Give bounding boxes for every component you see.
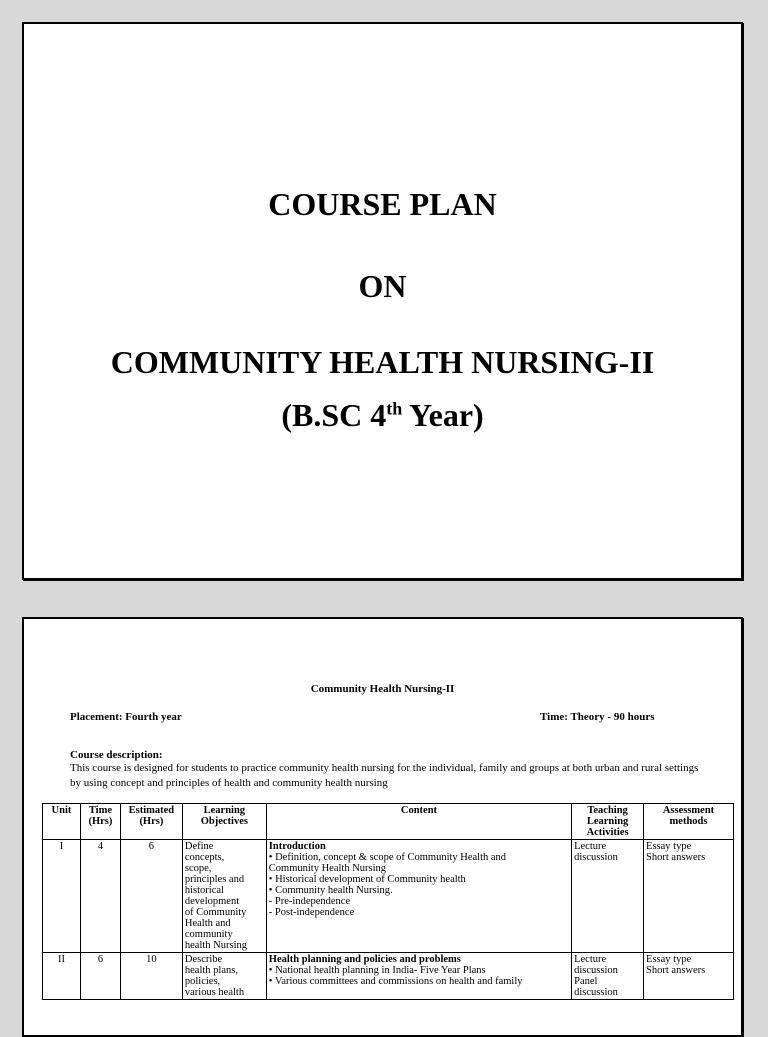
content-line: • Community health Nursing.: [268, 885, 393, 896]
estimated-cell: 6: [120, 840, 182, 953]
objective-line: Describe: [184, 954, 223, 965]
unit-cell: II: [43, 953, 81, 1000]
activities-cell: [572, 953, 644, 1000]
content-line: • National health planning in India- Five Year Plans: [268, 965, 486, 976]
objective-line: Define: [184, 841, 214, 852]
header-activities: Teaching Learning Activities: [572, 804, 644, 840]
placement-label: Placement: Fourth year: [70, 711, 182, 723]
objective-line: health plans,: [184, 965, 238, 976]
table-row: [43, 840, 734, 953]
content-line: • Various committees and commissions on health and family: [268, 976, 523, 987]
time-label: Time: Theory - 90 hours: [540, 711, 655, 723]
objectives-cell: [182, 953, 266, 1000]
assessment-line: Essay type: [646, 954, 692, 965]
assessment-line: Short answers: [646, 965, 706, 976]
objective-line: principles and: [184, 874, 245, 885]
unit-cell: I: [43, 840, 81, 953]
time-cell: 4: [80, 840, 120, 953]
objective-line: community: [184, 929, 233, 940]
assessment-cell: [644, 840, 734, 953]
objective-line: various health: [184, 987, 245, 998]
header-objectives: Learning Objectives: [182, 804, 266, 840]
cover-page: [22, 22, 743, 580]
course-plan-page: [22, 617, 743, 1037]
content-line: • Historical development of Community health: [268, 874, 466, 885]
content-line: Community Health Nursing: [268, 863, 387, 874]
cover-year-sup: th: [386, 398, 403, 419]
activity-line: discussion: [574, 987, 618, 998]
content-line: - Post-independence: [268, 907, 355, 918]
cover-title: COURSE PLAN: [268, 186, 497, 222]
cover-year-pre: (B.SC 4: [281, 397, 387, 433]
assessment-line: Short answers: [646, 852, 706, 863]
course-title: Community Health Nursing-II: [310, 683, 455, 695]
header-time: Time (Hrs): [80, 804, 120, 840]
course-plan-table: [42, 803, 734, 1000]
cover-on: ON: [358, 268, 407, 304]
objectives-cell: [182, 840, 266, 953]
activity-line: Lecture: [574, 841, 607, 852]
table-header-row: [43, 804, 734, 840]
objective-line: policies,: [184, 976, 221, 987]
header-estimated: Estimated (Hrs): [120, 804, 182, 840]
content-line: • Definition, concept & scope of Community Health and: [268, 852, 507, 863]
header-assessment: Assessment methods: [644, 804, 734, 840]
content-cell: [266, 840, 571, 953]
objective-line: Health and: [184, 918, 231, 929]
assessment-cell: [644, 953, 734, 1000]
activity-line: Panel: [574, 976, 598, 987]
activity-line: Lecture: [574, 954, 607, 965]
objective-line: development: [184, 896, 240, 907]
content-title: Health planning and policies and problems: [268, 954, 461, 965]
objective-line: historical: [184, 885, 224, 896]
header-unit: Unit: [43, 804, 81, 840]
cover-year-post: Year): [402, 397, 484, 433]
header-content: Content: [266, 804, 571, 840]
time-cell: 6: [80, 953, 120, 1000]
assessment-line: Essay type: [646, 841, 692, 852]
content-title: Introduction: [268, 841, 326, 852]
table-row: [43, 953, 734, 1000]
activity-line: discussion: [574, 852, 618, 863]
objective-line: of Community: [184, 907, 247, 918]
cover-subject: COMMUNITY HEALTH NURSING-II: [110, 344, 655, 380]
description-text: This course is designed for students to practice community health nursing for the individual, family and groups at both urban and rural settings by using concept and principles of health and community health nursing: [70, 762, 699, 789]
content-cell: [266, 953, 571, 1000]
content-line: - Pre-independence: [268, 896, 351, 907]
description-heading: Course description:: [70, 749, 163, 761]
objective-line: concepts,: [184, 852, 225, 863]
cover-year: [24, 397, 741, 434]
activity-line: discussion: [574, 965, 618, 976]
objective-line: scope,: [184, 863, 212, 874]
estimated-cell: 10: [120, 953, 182, 1000]
activities-cell: [572, 840, 644, 953]
objective-line: health Nursing: [184, 940, 247, 951]
